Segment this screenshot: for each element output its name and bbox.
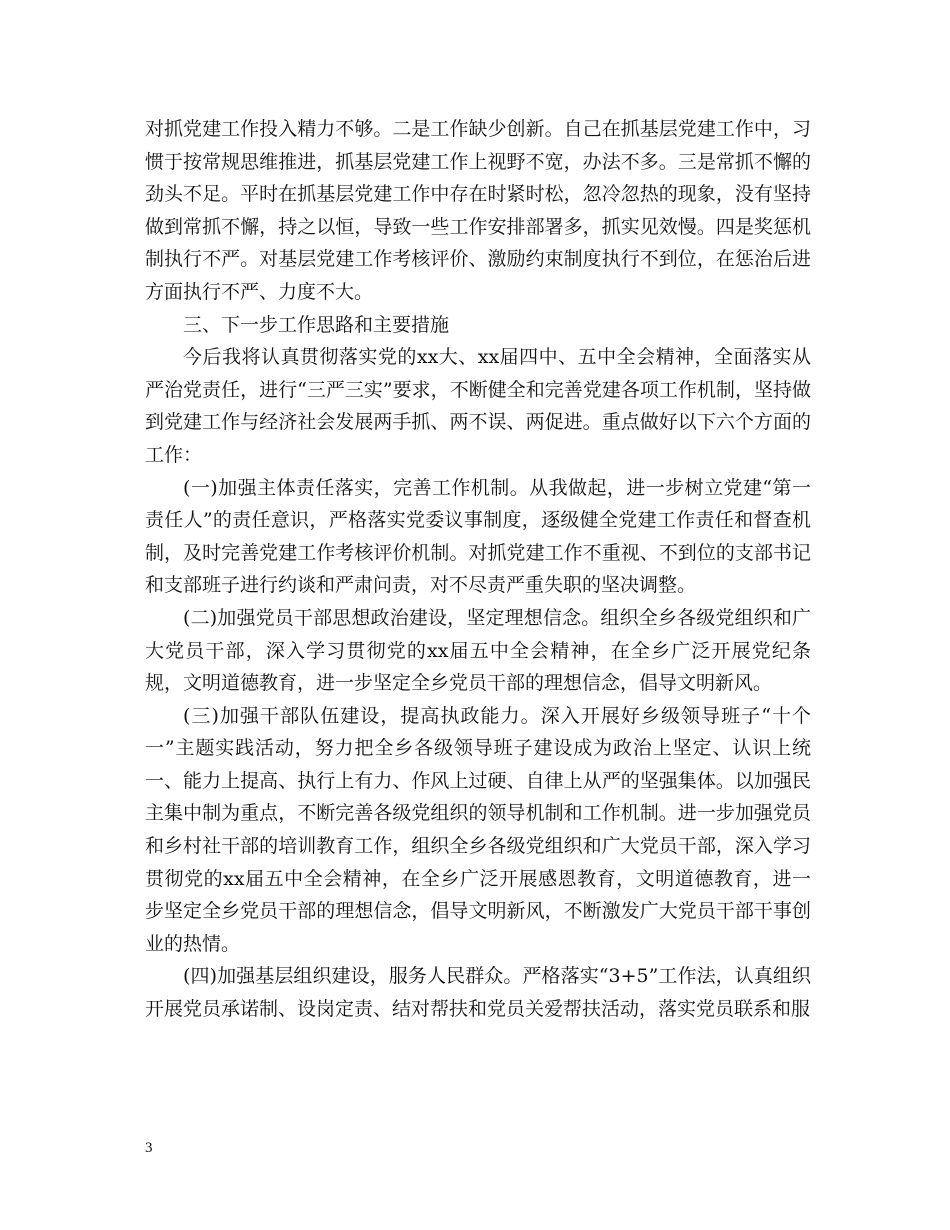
- paragraph-item-1: (一)加强主体责任落实，完善工作机制。从我做起，进一步树立党建“第一责任人”的责任意识，严格落实党委议事制度，逐级健全党建工作责任和督查机制，及时完善党建工作考核评价机制。对抓党建工作不重视、不到位的支部书记和支部班子进行约谈和严肃问责，对不尽责严重失职的坚决调整。: [145, 476, 811, 597]
- page-number: 3: [145, 1140, 153, 1156]
- paragraph-item-2: (二)加强党员干部思想政治建设，坚定理想信念。组织全乡各级党组织和广大党员干部，深入学习贯彻党的xx届五中全会精神，在全乡广泛开展党纪条规，文明道德教育，进一步坚定全乡党员干部的理想信念，倡导文明新风。: [145, 606, 811, 695]
- section-heading: 三、下一步工作思路和主要措施: [183, 313, 450, 336]
- paragraph-intro: 今后我将认真贯彻落实党的xx大、xx届四中、五中全会精神，全面落实从严治党责任，进行“三严三实”要求，不断健全和完善党建各项工作机制，坚持做到党建工作与经济社会发展两手抓、两不误、两促进。重点做好以下六个方面的工作：: [145, 346, 811, 466]
- paragraph-item-4: (四)加强基层组织建设，服务人民群众。严格落实“3+5”工作法，认真组织开展党员承诺制、设岗定责、结对帮扶和党员关爱帮扶活动，落实党员联系和服: [145, 965, 811, 1021]
- document-body: [145, 113, 811, 1026]
- paragraph-continuation: 对抓党建工作投入精力不够。二是工作缺少创新。自己在抓基层党建工作中，习惯于按常规思维推进，抓基层党建工作上视野不宽，办法不多。三是常抓不懈的劲头不足。平时在抓基层党建工作中存在时紧时松，忽冷忽热的现象，没有坚持做到常抓不懈，持之以恒，导致一些工作安排部署多，抓实见效慢。四是奖惩机制执行不严。对基层党建工作考核评价、激励约束制度执行不到位，在惩治后进方面执行不严、力度不大。: [145, 118, 811, 303]
- paragraph-item-3: (三)加强干部队伍建设，提高执政能力。深入开展好乡级领导班子“十个一”主题实践活动，努力把全乡各级领导班子建设成为政治上坚定、认识上统一、能力上提高、执行上有力、作风上过硬、自律上从严的坚强集体。以加强民主集中制为重点，不断完善各级党组织的领导机制和工作机制。进一步加强党员和乡村社干部的培训教育工作，组织全乡各级党组织和广大党员干部，深入学习贯彻党的xx届五中全会精神，在全乡广泛开展感恩教育，文明道德教育，进一步坚定全乡党员干部的理想信念，倡导文明新风，不断激发广大党员干部干事创业的热情。: [145, 704, 811, 955]
